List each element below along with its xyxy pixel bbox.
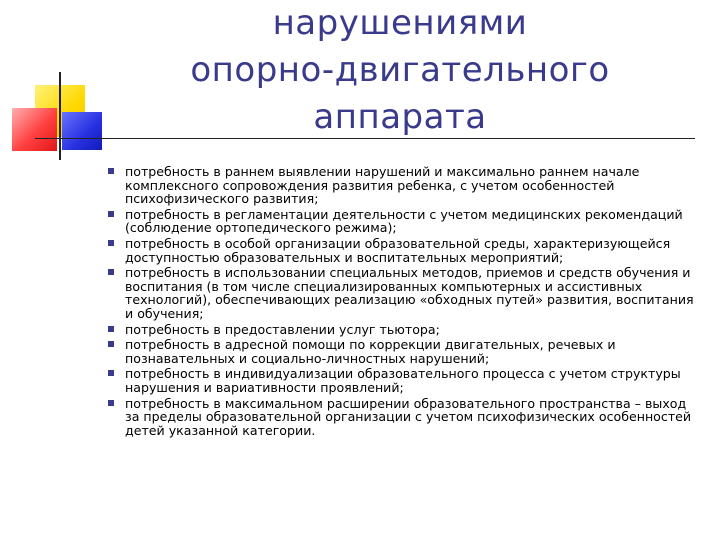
bullet-list	[104, 165, 704, 439]
bullet-text: потребность в адресной помощи по коррекции двигательных, речевых и познавательных и социально-личностных нарушений;	[125, 337, 616, 366]
bullet-item	[104, 323, 704, 337]
square-bullet-icon	[108, 269, 114, 275]
bullet-text: потребность в предоставлении услуг тьютора;	[125, 321, 440, 337]
bullet-item	[104, 208, 704, 235]
bullet-text: потребность в регламентации деятельности с учетом медицинских рекомендаций (соблюдение ортопедического режима);	[125, 206, 683, 236]
bullet-text: потребность в максимальном расширении образовательного пространства – выход за пределы образовательной организации с учетом психофизических особенностей детей указанной категории.	[125, 395, 692, 438]
bullet-item	[104, 266, 704, 320]
decor-blue-square	[62, 112, 102, 150]
bullet-item	[104, 165, 704, 206]
bullet-text: потребность в индивидуализации образовательного процесса с учетом структуры нарушения и вариативности проявлений;	[125, 366, 681, 395]
title-line: аппарата	[313, 97, 487, 137]
square-bullet-icon	[108, 341, 114, 347]
square-bullet-icon	[108, 326, 114, 332]
slide-title	[120, 0, 680, 141]
title-line: нарушениями	[272, 3, 528, 43]
square-bullet-icon	[108, 400, 114, 406]
title-line: опорно-двигательного	[190, 50, 610, 90]
square-bullet-icon	[108, 211, 114, 217]
decor-vertical-line	[59, 72, 61, 160]
bullet-item	[104, 397, 704, 438]
bullet-item	[104, 338, 704, 365]
bullet-text: потребность в особой организации образовательной среды, характеризующейся доступностью образовательных и воспитательных мероприятий;	[125, 235, 671, 265]
square-bullet-icon	[108, 370, 114, 376]
square-bullet-icon	[108, 240, 114, 246]
bullet-text: потребность в использовании специальных методов, приемов и средств обучения и воспитания (в том числе специализированных компьютерных и ассистивных технологий), обеспечивающих реализацию «обходных путей» развития, воспитания и обучения;	[125, 265, 694, 321]
square-bullet-icon	[108, 168, 114, 174]
bullet-text: потребность в раннем выявлении нарушений и максимально раннем начале комплексного сопровождения развития ребенка, с учетом особенностей психофизического развития;	[125, 164, 640, 207]
decor-red-square	[12, 108, 57, 151]
bullet-item	[104, 237, 704, 264]
bullet-item	[104, 367, 704, 394]
